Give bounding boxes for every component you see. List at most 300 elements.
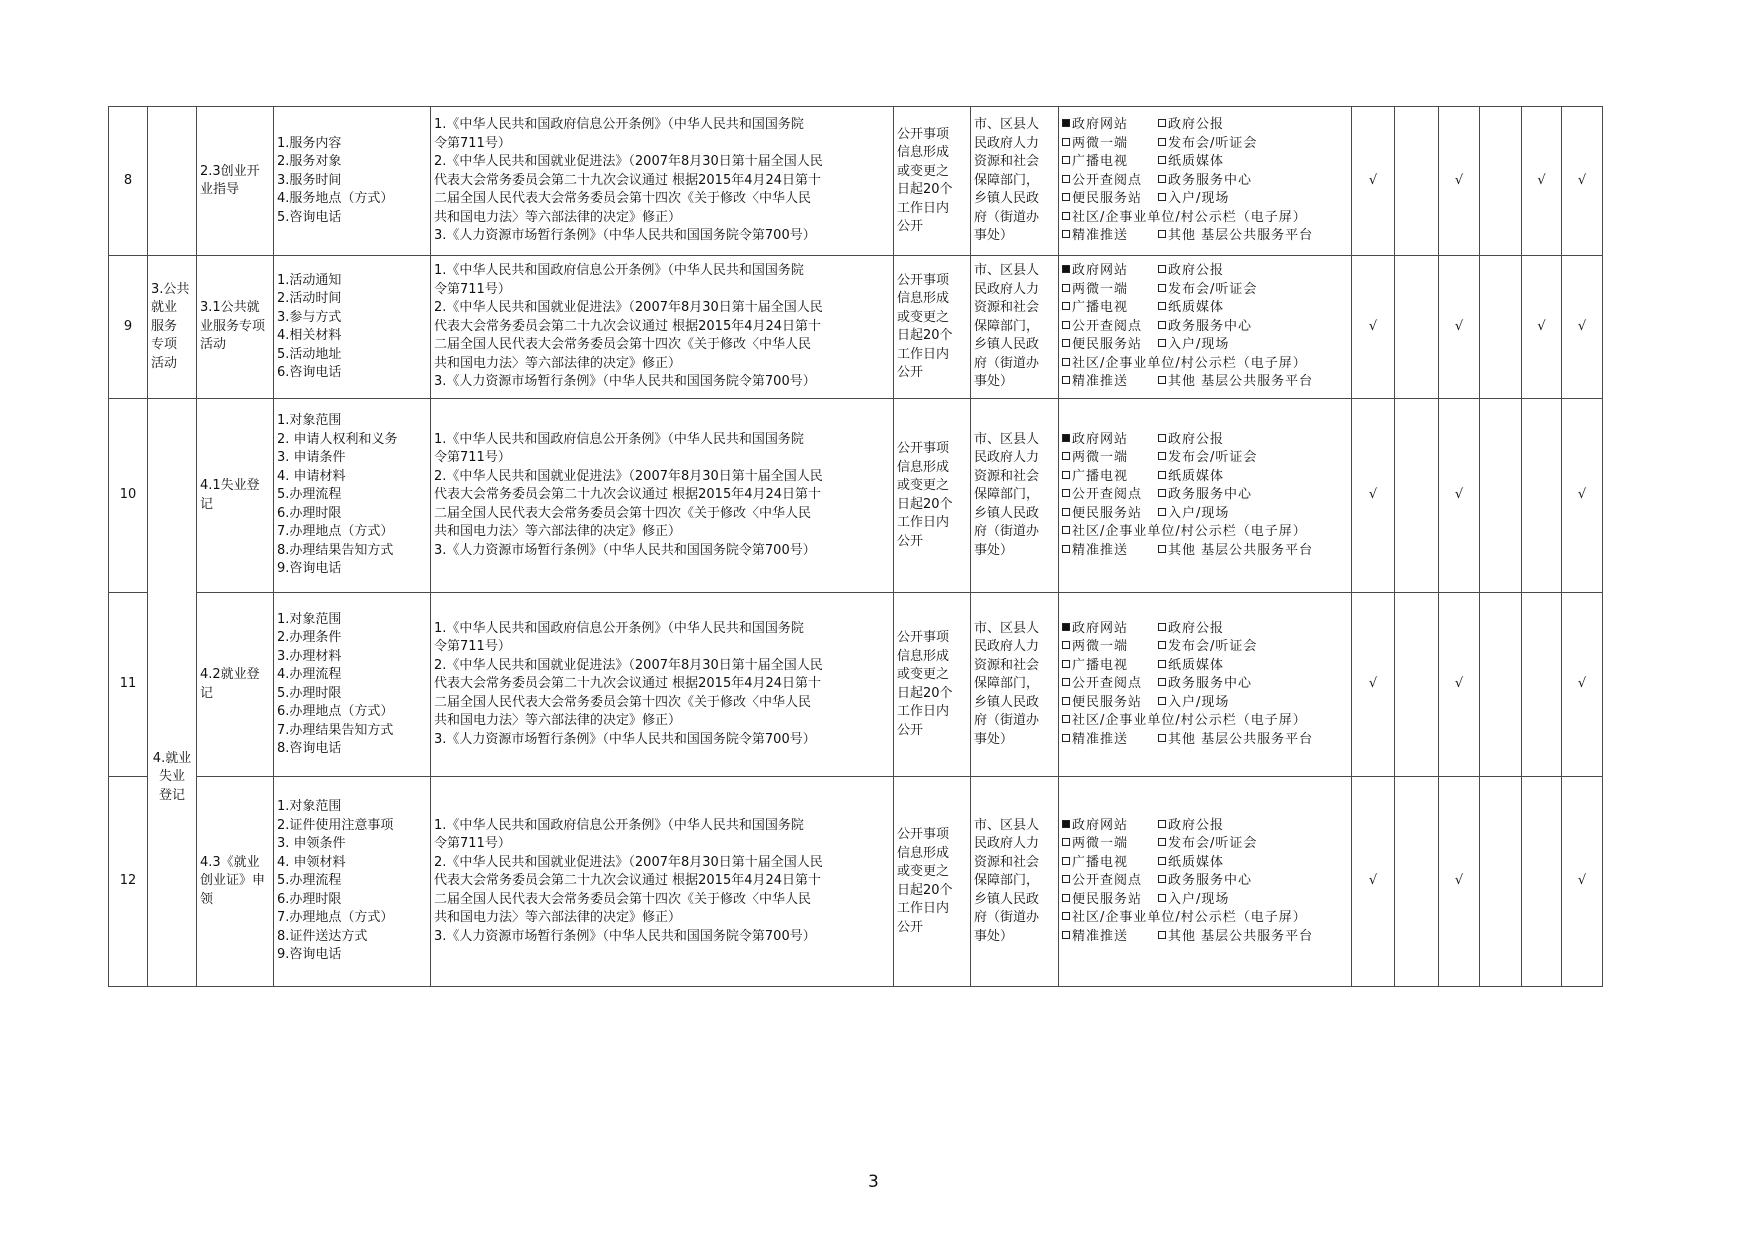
channel-option	[1158, 135, 1257, 154]
text-line: 信息形成	[897, 459, 950, 475]
channel-label: 两微一端	[1072, 281, 1129, 297]
channel-label: 其他 基层公共服务平台	[1168, 731, 1314, 747]
channel-label: 两微一端	[1072, 450, 1129, 466]
channel-option	[1062, 318, 1158, 337]
channel-option	[1158, 731, 1313, 750]
channel-option	[1062, 620, 1158, 639]
checkmark-cell: √	[1352, 593, 1395, 777]
channel-label: 政府公报	[1168, 620, 1225, 636]
channel-option	[1158, 638, 1257, 657]
channel-option-row	[1062, 373, 1348, 392]
text-line: 专项	[151, 337, 178, 353]
unchecked-box-icon	[1158, 545, 1166, 553]
disclosure-items-cell	[274, 399, 431, 593]
text-line: 2. 申请人权利和义务	[277, 431, 398, 447]
text-line: 日起20个	[897, 685, 953, 701]
checkmark-cell: √	[1522, 256, 1562, 399]
responsible-department-cell	[971, 399, 1059, 593]
unchecked-box-icon	[1158, 230, 1166, 238]
channel-option	[1158, 675, 1252, 694]
channel-option	[1158, 227, 1313, 246]
text-line: 5.咨询电话	[277, 209, 342, 225]
channel-option	[1158, 694, 1229, 713]
disclosure-timing-cell	[894, 256, 971, 399]
text-line: 8.证件送达方式	[277, 928, 368, 944]
text-line: 信息形成	[897, 648, 950, 664]
unchecked-box-icon	[1062, 230, 1070, 238]
channel-label: 入户/现场	[1168, 505, 1230, 521]
disclosure-timing-cell	[894, 777, 971, 987]
checked-box-icon	[1062, 820, 1070, 828]
unchecked-box-icon	[1062, 175, 1070, 183]
channel-label: 两微一端	[1072, 639, 1129, 655]
text-line: 7.办理地点（方式）	[277, 524, 394, 540]
text-line: 代表大会常务委员会第二十九次会议通过 根据2015年4月24日第十	[434, 873, 822, 889]
channel-option-row	[1062, 281, 1348, 300]
text-line: 府（街道办	[974, 524, 1040, 540]
channel-option-row	[1062, 872, 1348, 891]
disclosure-items-cell	[274, 107, 431, 256]
category-cell	[148, 256, 197, 399]
text-line: 事处）	[974, 731, 1014, 747]
text-line: 1.对象范围	[277, 611, 342, 627]
text-line: 登记	[158, 787, 185, 803]
channel-label: 政府公报	[1168, 431, 1225, 447]
text-line: 公开	[897, 365, 924, 380]
checkmark-cell: √	[1562, 107, 1603, 256]
disclosure-channels-cell	[1059, 107, 1352, 256]
text-line: 资源和社会	[974, 300, 1040, 316]
text-line: 6.咨询电话	[277, 365, 342, 380]
text-line: 共和国电力法〉等六部法律的决定》修正）	[434, 524, 682, 540]
text-line: 失业	[158, 769, 185, 785]
channel-label: 精准推送	[1072, 228, 1129, 244]
text-line: 3.《人力资源市场暂行条例》（中华人民共和国国务院令第700号）	[434, 731, 816, 747]
channel-option	[1062, 657, 1158, 676]
row-number: 12	[109, 777, 148, 987]
text-line: 或变更之	[897, 667, 950, 682]
text-line: 2.活动时间	[277, 291, 342, 306]
channel-label: 社区/企事业单位/村公示栏（电子屏）	[1072, 209, 1307, 225]
unchecked-box-icon	[1062, 508, 1070, 516]
unchecked-box-icon	[1158, 434, 1166, 442]
text-line: 6.办理地点（方式）	[277, 704, 394, 719]
text-line: 代表大会常务委员会第二十九次会议通过 根据2015年4月24日第十	[434, 172, 822, 188]
page-number: 3	[868, 1172, 879, 1192]
channel-option-row	[1062, 190, 1348, 209]
unchecked-box-icon	[1158, 175, 1166, 183]
unchecked-box-icon	[1158, 339, 1166, 347]
text-line: 9.咨询电话	[277, 561, 342, 577]
disclosure-channels-cell	[1059, 593, 1352, 777]
channel-option-row	[1062, 262, 1348, 281]
channel-label: 便民服务站	[1072, 505, 1143, 521]
channel-option	[1158, 872, 1252, 891]
text-line: 公开事项	[897, 272, 950, 288]
text-line: 事处）	[974, 542, 1014, 558]
channel-option	[1158, 190, 1229, 209]
empty-check-cell	[1480, 256, 1522, 399]
text-line: 二届全国人民代表大会常务委员会第十四次《关于修改〈中华人民	[434, 694, 812, 710]
text-line: 民政府人力	[974, 836, 1040, 852]
unchecked-box-icon	[1158, 508, 1166, 516]
channel-label: 便民服务站	[1072, 337, 1143, 353]
unchecked-box-icon	[1062, 912, 1070, 920]
channel-option	[1158, 449, 1257, 468]
channel-label: 纸质媒体	[1168, 854, 1225, 870]
channel-label: 其他 基层公共服务平台	[1168, 542, 1314, 558]
text-line: 公开事项	[897, 126, 950, 142]
empty-check-cell	[1395, 399, 1439, 593]
channel-label: 公开查阅点	[1072, 487, 1143, 503]
text-line: 8.办理结果告知方式	[277, 542, 394, 558]
legal-basis-cell	[431, 107, 894, 256]
channel-label: 便民服务站	[1072, 891, 1143, 907]
empty-check-cell	[1480, 399, 1522, 593]
unchecked-box-icon	[1062, 715, 1070, 723]
text-line: 民政府人力	[974, 450, 1040, 466]
unchecked-box-icon	[1062, 641, 1070, 649]
channel-option	[1158, 336, 1229, 355]
channel-label: 精准推送	[1072, 542, 1129, 558]
text-line: 府（街道办	[974, 209, 1040, 225]
channel-label: 入户/现场	[1168, 191, 1230, 207]
channel-option	[1158, 817, 1224, 836]
disclosure-items-cell	[274, 777, 431, 987]
unchecked-box-icon	[1158, 376, 1166, 384]
channel-option	[1062, 227, 1158, 246]
text-line: 民政府人力	[974, 639, 1040, 655]
channel-option	[1062, 817, 1158, 836]
channel-option	[1158, 468, 1224, 487]
channel-label: 入户/现场	[1168, 337, 1230, 353]
channel-option-row	[1062, 928, 1348, 947]
text-line: 府（街道办	[974, 910, 1040, 926]
text-line: 令第711号）	[434, 450, 511, 466]
channel-label: 纸质媒体	[1168, 154, 1225, 170]
text-line: 3. 申领条件	[277, 836, 346, 852]
channel-option-row	[1062, 299, 1348, 318]
row-number: 9	[109, 256, 148, 399]
channel-option	[1062, 262, 1158, 281]
text-line: 2.《中华人民共和国就业促进法》（2007年8月30日第十届全国人民	[434, 300, 823, 316]
table-row	[109, 399, 1603, 593]
channel-label: 社区/企事业单位/村公示栏（电子屏）	[1072, 910, 1307, 926]
channel-label: 政务服务中心	[1168, 487, 1253, 503]
text-line: 日起20个	[897, 882, 953, 898]
channel-option	[1158, 299, 1224, 318]
text-line: 4.就业	[152, 750, 192, 766]
channel-option-row	[1062, 318, 1348, 337]
text-line: 信息形成	[897, 291, 950, 306]
channel-option	[1158, 854, 1224, 873]
channel-label: 社区/企事业单位/村公示栏（电子屏）	[1072, 713, 1307, 729]
channel-label: 纸质媒体	[1168, 657, 1225, 673]
text-line: 资源和社会	[974, 154, 1040, 170]
channel-option-row	[1062, 209, 1348, 228]
channel-option	[1062, 135, 1158, 154]
text-line: 或变更之	[897, 309, 950, 325]
text-line: 府（街道办	[974, 355, 1040, 371]
unchecked-box-icon	[1062, 452, 1070, 460]
text-line: 3.参与方式	[277, 309, 342, 325]
text-line: 1.服务内容	[277, 135, 342, 151]
text-line: 共和国电力法〉等六部法律的决定》修正）	[434, 910, 682, 926]
channel-option-row	[1062, 620, 1348, 639]
channel-option	[1062, 891, 1158, 910]
unchecked-box-icon	[1062, 894, 1070, 902]
channel-option	[1062, 190, 1158, 209]
checkmark-cell: √	[1352, 777, 1395, 987]
text-line: 乡镇人民政	[974, 505, 1040, 521]
table-row	[109, 777, 1603, 987]
text-line: 令第711号）	[434, 281, 511, 297]
channel-option-row	[1062, 909, 1348, 928]
text-line: 公开事项	[897, 441, 950, 456]
channel-label: 纸质媒体	[1168, 300, 1225, 316]
text-line: 乡镇人民政	[974, 191, 1040, 207]
channel-option	[1062, 299, 1158, 318]
text-line: 1.《中华人民共和国政府信息公开条例》（中华人民共和国国务院	[434, 817, 804, 833]
channel-option-row	[1062, 712, 1348, 731]
checkmark-cell: √	[1439, 107, 1480, 256]
channel-option	[1158, 373, 1313, 392]
text-line: 8.咨询电话	[277, 741, 342, 756]
channel-label: 政务服务中心	[1168, 172, 1253, 188]
channel-option	[1062, 731, 1158, 750]
empty-check-cell	[1480, 777, 1522, 987]
channel-label: 精准推送	[1072, 374, 1129, 390]
checkmark-cell: √	[1439, 256, 1480, 399]
text-line: 7.办理结果告知方式	[277, 722, 394, 738]
unchecked-box-icon	[1062, 138, 1070, 146]
unchecked-box-icon	[1158, 284, 1166, 292]
channel-label: 精准推送	[1072, 731, 1129, 747]
channel-label: 发布会/听证会	[1168, 281, 1258, 297]
channel-label: 其他 基层公共服务平台	[1168, 928, 1314, 944]
text-line: 1.《中华人民共和国政府信息公开条例》（中华人民共和国国务院	[434, 263, 804, 279]
responsible-department-cell	[971, 777, 1059, 987]
text-line: 5.活动地址	[277, 346, 342, 362]
channel-option	[1158, 657, 1224, 676]
subcategory-cell: 4.2就业登记	[197, 593, 274, 777]
channel-option	[1062, 872, 1158, 891]
channel-label: 便民服务站	[1072, 191, 1143, 207]
text-line: 或变更之	[897, 864, 950, 879]
text-line: 共和国电力法〉等六部法律的决定》修正）	[434, 355, 682, 371]
checkmark-cell: √	[1562, 399, 1603, 593]
text-line: 3. 申请条件	[277, 450, 346, 466]
unchecked-box-icon	[1062, 471, 1070, 479]
channel-option	[1062, 694, 1158, 713]
unchecked-box-icon	[1158, 894, 1166, 902]
text-line: 市、区县人	[974, 620, 1040, 636]
channel-option-row	[1062, 657, 1348, 676]
unchecked-box-icon	[1158, 734, 1166, 742]
channel-option	[1062, 505, 1158, 524]
channel-option-row	[1062, 694, 1348, 713]
channel-label: 政府公报	[1168, 263, 1225, 279]
disclosure-timing-cell	[894, 593, 971, 777]
disclosure-channels-cell	[1059, 777, 1352, 987]
channel-label: 社区/企事业单位/村公示栏（电子屏）	[1072, 524, 1307, 540]
channel-option-row	[1062, 505, 1348, 524]
channel-option-row	[1062, 116, 1348, 135]
checked-box-icon	[1062, 265, 1070, 273]
unchecked-box-icon	[1062, 284, 1070, 292]
text-line: 1.《中华人民共和国政府信息公开条例》（中华人民共和国国务院	[434, 431, 804, 447]
channel-option	[1062, 523, 1307, 542]
channel-option-row	[1062, 227, 1348, 246]
table-row	[109, 593, 1603, 777]
text-line: 就业	[151, 300, 178, 316]
subcategory-cell: 2.3创业开业指导	[197, 107, 274, 256]
text-line: 6.办理时限	[277, 505, 342, 521]
channel-option	[1062, 449, 1158, 468]
channel-label: 公开查阅点	[1072, 172, 1143, 188]
channel-label: 便民服务站	[1072, 694, 1143, 710]
channel-label: 纸质媒体	[1168, 468, 1225, 484]
channel-option-row	[1062, 486, 1348, 505]
unchecked-box-icon	[1158, 697, 1166, 705]
channel-option	[1062, 712, 1307, 731]
text-line: 5.办理时限	[277, 685, 342, 701]
channel-option-row	[1062, 153, 1348, 172]
unchecked-box-icon	[1158, 820, 1166, 828]
empty-check-cell	[1480, 107, 1522, 256]
responsible-department-cell	[971, 107, 1059, 256]
text-line: 公开	[897, 919, 924, 935]
unchecked-box-icon	[1062, 875, 1070, 883]
text-line: 日起20个	[897, 496, 953, 512]
channel-option	[1158, 431, 1224, 450]
text-line: 资源和社会	[974, 657, 1040, 673]
text-line: 市、区县人	[974, 431, 1040, 447]
channel-option	[1158, 318, 1252, 337]
text-line: 1.《中华人民共和国政府信息公开条例》（中华人民共和国国务院	[434, 117, 804, 133]
text-line: 公开	[897, 722, 924, 738]
empty-check-cell	[1522, 399, 1562, 593]
responsible-department-cell	[971, 593, 1059, 777]
legal-basis-cell	[431, 399, 894, 593]
text-line: 1.对象范围	[277, 799, 342, 815]
channel-label: 广播电视	[1072, 468, 1129, 484]
text-line: 令第711号）	[434, 639, 511, 655]
empty-check-cell	[1522, 593, 1562, 777]
empty-check-cell	[1395, 256, 1439, 399]
disclosure-timing-cell	[894, 107, 971, 256]
subcategory-cell: 4.3《就业创业证》申领	[197, 777, 274, 987]
text-line: 保障部门，	[974, 487, 1040, 503]
unchecked-box-icon	[1062, 838, 1070, 846]
text-line: 2.证件使用注意事项	[277, 817, 394, 833]
unchecked-box-icon	[1062, 660, 1070, 668]
text-line: 二届全国人民代表大会常务委员会第十四次《关于修改〈中华人民	[434, 191, 812, 207]
text-line: 工作日内	[897, 200, 950, 216]
text-line: 活动	[151, 355, 178, 371]
unchecked-box-icon	[1062, 212, 1070, 220]
channel-option	[1158, 928, 1313, 947]
text-line: 令第711号）	[434, 135, 511, 151]
channel-label: 政务服务中心	[1168, 676, 1253, 692]
unchecked-box-icon	[1062, 193, 1070, 201]
channel-label: 其他 基层公共服务平台	[1168, 228, 1314, 244]
checkmark-cell: √	[1352, 399, 1395, 593]
channel-label: 公开查阅点	[1072, 318, 1143, 334]
text-line: 代表大会常务委员会第二十九次会议通过 根据2015年4月24日第十	[434, 487, 822, 503]
unchecked-box-icon	[1062, 376, 1070, 384]
text-line: 乡镇人民政	[974, 694, 1040, 710]
text-line: 公开事项	[897, 827, 950, 842]
channel-option	[1062, 486, 1158, 505]
legal-basis-cell	[431, 777, 894, 987]
channel-label: 两微一端	[1072, 836, 1129, 852]
unchecked-box-icon	[1062, 931, 1070, 939]
text-line: 2.《中华人民共和国就业促进法》（2007年8月30日第十届全国人民	[434, 154, 823, 170]
unchecked-box-icon	[1158, 931, 1166, 939]
channel-option	[1062, 373, 1158, 392]
text-line: 1.活动通知	[277, 272, 342, 288]
text-line: 3.《人力资源市场暂行条例》（中华人民共和国国务院令第700号）	[434, 542, 816, 558]
channel-option	[1062, 355, 1307, 374]
unchecked-box-icon	[1158, 660, 1166, 668]
text-line: 乡镇人民政	[974, 891, 1040, 907]
unchecked-box-icon	[1158, 156, 1166, 164]
checkmark-cell: √	[1562, 593, 1603, 777]
text-line: 事处）	[974, 374, 1014, 390]
text-line: 3.公共	[151, 281, 190, 297]
text-line: 公开	[897, 533, 924, 549]
text-line: 日起20个	[897, 182, 953, 197]
text-line: 工作日内	[897, 704, 950, 719]
text-line: 资源和社会	[974, 854, 1040, 870]
unchecked-box-icon	[1062, 302, 1070, 310]
unchecked-box-icon	[1062, 358, 1070, 366]
checked-box-icon	[1062, 623, 1070, 631]
channel-option-row	[1062, 891, 1348, 910]
channel-option-row	[1062, 468, 1348, 487]
channel-option	[1158, 486, 1252, 505]
channel-label: 政府网站	[1072, 263, 1129, 279]
text-line: 保障部门，	[974, 172, 1040, 188]
text-line: 事处）	[974, 228, 1014, 244]
channel-option	[1062, 928, 1158, 947]
text-line: 1.对象范围	[277, 413, 342, 429]
channel-option	[1062, 116, 1158, 135]
channel-option	[1158, 116, 1224, 135]
disclosure-items-cell	[274, 256, 431, 399]
channel-option	[1062, 675, 1158, 694]
text-line: 2.办理条件	[277, 630, 342, 645]
channel-option	[1062, 638, 1158, 657]
unchecked-box-icon	[1158, 857, 1166, 865]
checkmark-cell: √	[1522, 107, 1562, 256]
text-line: 市、区县人	[974, 117, 1040, 133]
checkmark-cell: √	[1439, 593, 1480, 777]
channel-label: 发布会/听证会	[1168, 450, 1258, 466]
unchecked-box-icon	[1158, 193, 1166, 201]
channel-option	[1062, 172, 1158, 191]
text-line: 工作日内	[897, 901, 950, 916]
unchecked-box-icon	[1062, 697, 1070, 705]
channel-option	[1062, 153, 1158, 172]
unchecked-box-icon	[1158, 623, 1166, 631]
channel-label: 入户/现场	[1168, 694, 1230, 710]
channel-option-row	[1062, 172, 1348, 191]
text-line: 二届全国人民代表大会常务委员会第十四次《关于修改〈中华人民	[434, 505, 812, 521]
channel-label: 政府网站	[1072, 817, 1129, 833]
text-line: 1.《中华人民共和国政府信息公开条例》（中华人民共和国国务院	[434, 620, 804, 636]
